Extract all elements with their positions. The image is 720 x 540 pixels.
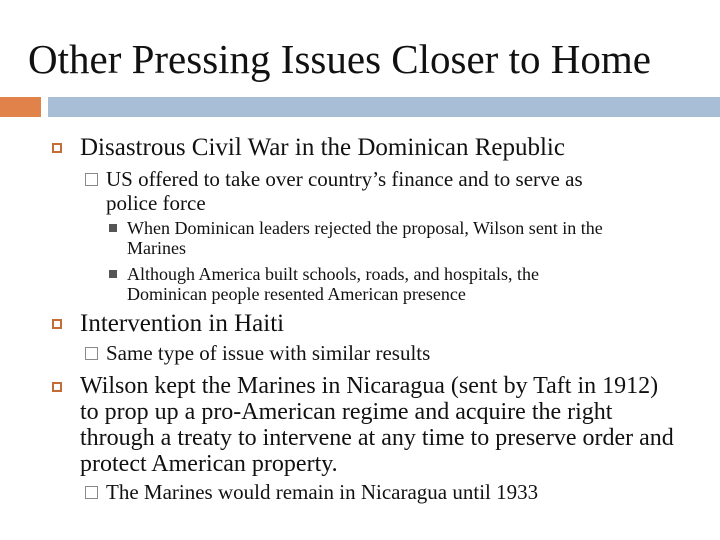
subsub-bullet-wilson-marines-line2: Marines bbox=[127, 238, 186, 258]
square-bullet-icon bbox=[52, 319, 62, 329]
sub-bullet-us-offer-line2: police force bbox=[106, 191, 206, 215]
subsub-bullet-resentment-line2: Dominican people resented American presence bbox=[127, 284, 466, 304]
title-accent-bar bbox=[0, 97, 41, 117]
square-bullet-icon bbox=[52, 382, 62, 392]
bullet-nicaragua-marines: Wilson kept the Marines in Nicaragua (sent by Taft in 1912) to prop up a pro-American regime and acquire the right through a treaty to intervene at any time to preserve order and protect American property. bbox=[80, 373, 674, 477]
slide-title: Other Pressing Issues Closer to Home bbox=[28, 36, 651, 82]
hollow-square-bullet-icon bbox=[85, 347, 98, 360]
sub-bullet-haiti-similar: Same type of issue with similar results bbox=[106, 341, 431, 365]
bullet-dominican-civil-war: Disastrous Civil War in the Dominican Republic bbox=[80, 134, 565, 161]
subsub-bullet-resentment-line1: Although America built schools, roads, and hospitals, the bbox=[127, 264, 539, 284]
hollow-square-bullet-icon bbox=[85, 173, 98, 186]
subsub-bullet-wilson-marines-line1: When Dominican leaders rejected the proposal, Wilson sent in the bbox=[127, 218, 603, 238]
sub-bullet-us-offer-line1: US offered to take over country’s finance and to serve as bbox=[106, 167, 583, 191]
hollow-square-bullet-icon bbox=[85, 486, 98, 499]
title-divider-bar bbox=[48, 97, 720, 117]
sub-bullet-nicaragua-1933: The Marines would remain in Nicaragua until 1933 bbox=[106, 480, 539, 504]
filled-square-bullet-icon bbox=[109, 270, 117, 278]
filled-square-bullet-icon bbox=[109, 224, 117, 232]
bullet-haiti-intervention: Intervention in Haiti bbox=[80, 310, 285, 337]
square-bullet-icon bbox=[52, 143, 62, 153]
